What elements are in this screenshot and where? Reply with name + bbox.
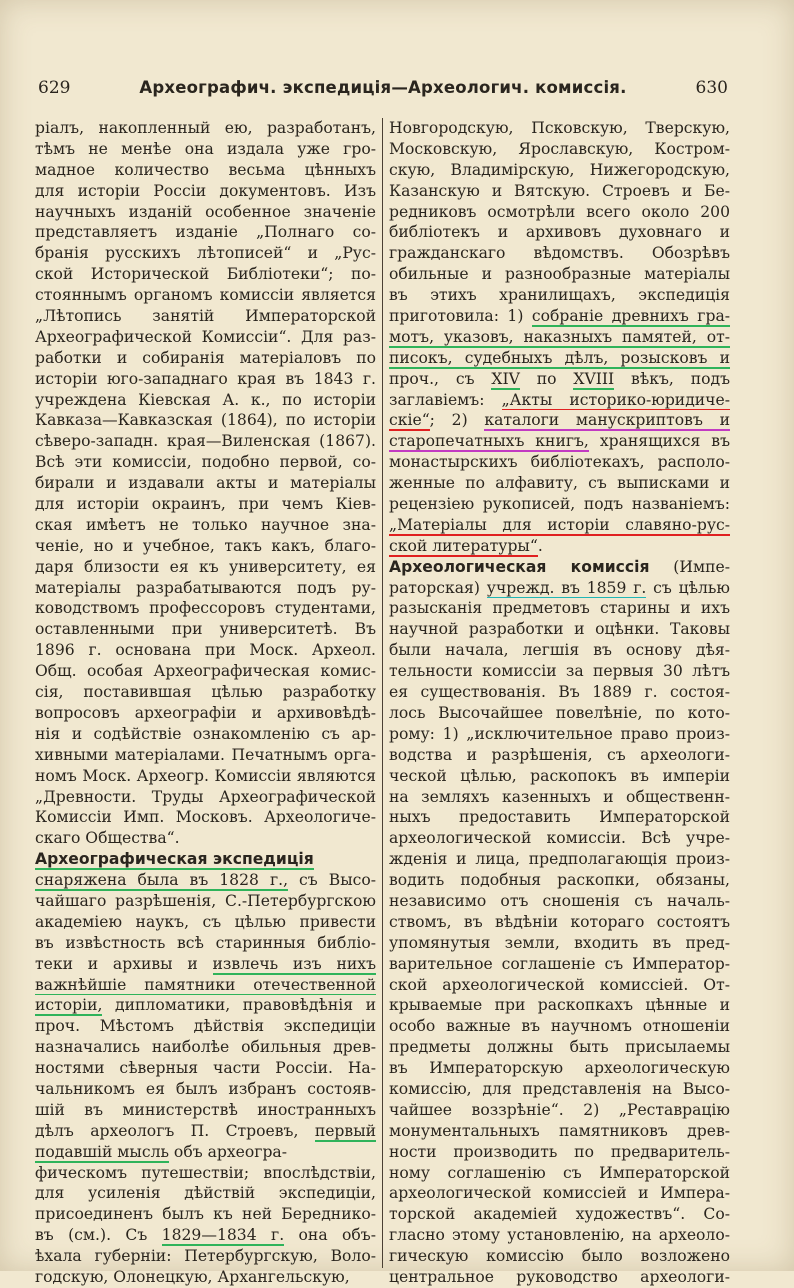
- text-line: бирали и издавали акты и матеріалы: [35, 474, 376, 493]
- text-line: проч. Мѣстомъ дѣйствія экспедиціи: [35, 1017, 376, 1036]
- text-line: Археографической Комиссіи“. Для раз-: [35, 327, 376, 346]
- running-title: Археографич. экспедиція—Археологич. комиссія.: [139, 78, 627, 97]
- text-line: въ (см.). Съ 1829—1834 г. она объ-: [35, 1226, 376, 1245]
- text-line: раторская) учрежд. въ 1859 г. съ цѣлью: [389, 578, 730, 597]
- text-line: особо важные въ научномъ отношеніи: [389, 1017, 730, 1036]
- text-line: Казанскую и Вятскую. Строевъ и Бе-: [389, 181, 730, 200]
- text-line: мадное количество весьма цѣнныхъ: [35, 160, 376, 179]
- text-line: центральное руководство археологи-: [389, 1267, 730, 1286]
- text-line: матеріалы разрабатываются подъ ру-: [35, 578, 376, 597]
- text-line: были начала, легшія въ основу дѣя-: [389, 641, 730, 660]
- text-line: для исторіи окраинъ, при чемъ Кіев-: [35, 495, 376, 514]
- text-line: монастырскихъ библіотекахъ, располо-: [389, 453, 730, 472]
- text-line: важнѣйшіе памятники отечественной: [35, 975, 376, 994]
- text-line: ея существованія. Въ 1889 г. состоя-: [389, 683, 730, 702]
- text-line: обильные и разнообразные матеріалы: [389, 265, 730, 284]
- text-line: лось Высочайшее повелѣніе, по кото-: [389, 703, 730, 722]
- text-line: писокъ, судебныхъ дѣлъ, розысковъ и: [389, 348, 730, 367]
- text-line: ской литературы“.: [389, 536, 543, 555]
- text-line: редниковъ осмотрѣли всего около 200: [389, 202, 730, 221]
- text-line: ному соглашенію съ Императорской: [389, 1163, 730, 1182]
- text-line: скаго Общества“.: [35, 829, 180, 848]
- text-line: ской археологической комиссіей. От-: [389, 975, 730, 994]
- text-line: рому: 1) „исключительное право произ-: [389, 724, 730, 743]
- text-line: научной разработки и оцѣнки. Таковы: [389, 620, 730, 639]
- text-line: Общ. особая Археографическая комис-: [35, 662, 376, 681]
- text-line: шій въ министерствѣ иностранныхъ: [35, 1100, 376, 1119]
- text-line: мотъ, указовъ, наказныхъ памятей, от-: [389, 327, 730, 346]
- text-line: ческой цѣлью, раскопокъ въ имперіи: [389, 766, 730, 785]
- text-line: Археографическая экспедиція: [35, 850, 314, 869]
- text-line: сія, поставившая цѣлью разработку: [35, 683, 376, 702]
- text-line: фическомъ путешествіи; впослѣдствіи,: [35, 1163, 376, 1182]
- text-line: старопечатныхъ книгъ, хранящихся въ: [389, 432, 730, 451]
- text-line: сѣверо-западн. края—Виленская (1867).: [35, 432, 376, 451]
- column-divider: [382, 118, 383, 1268]
- text-line: Всѣ эти комиссіи, подобно первой, со-: [35, 453, 376, 472]
- text-line: снаряжена была въ 1828 г., съ Высо-: [35, 871, 376, 890]
- text-line: въ извѣстность всѣ старинныя библіо-: [35, 933, 376, 952]
- text-line: жденія и лица, предполагающія произ-: [389, 850, 730, 869]
- text-line: комиссію, для представленія на Высо-: [389, 1079, 730, 1098]
- text-line: гражданскаго вѣдомствъ. Обозрѣвъ: [389, 244, 730, 263]
- text-line: подавшій мысль объ археогра-: [35, 1142, 287, 1161]
- text-line: гласно этому установленію, на археоло-: [389, 1226, 730, 1245]
- text-line: предметы должны быть присылаемы: [389, 1038, 730, 1057]
- text-line: академіею наукъ, съ цѣлью привести: [35, 912, 376, 931]
- text-line: скіе“; 2) каталоги манускриптовъ и: [389, 411, 730, 430]
- text-line: разысканія предметовъ старины и ихъ: [389, 599, 730, 618]
- text-line: ководствомъ профессоровъ студентами,: [35, 599, 376, 618]
- text-line: библіотекъ и архивовъ духовнаго и: [389, 223, 730, 242]
- text-line: ности производить по предваритель-: [389, 1142, 730, 1161]
- text-line: представляетъ изданіе „Полнаго со-: [35, 223, 376, 242]
- text-line: гическую комиссію было возложено: [389, 1247, 730, 1266]
- text-line: исторіи, дипломатики, правовѣдѣнія и: [35, 996, 376, 1015]
- text-line: исторіи юго-западнаго края въ 1843 г.: [35, 369, 376, 388]
- text-line: монументальныхъ памятниковъ древ-: [389, 1121, 730, 1140]
- text-line: бранія русскихъ лѣтописей“ и „Рус-: [35, 244, 376, 263]
- text-line: вопросовъ археографіи и архивовѣдѣ-: [35, 703, 376, 722]
- text-line: ріалъ, накопленный ею, разработанъ,: [35, 119, 376, 137]
- text-line: ныхъ предоставить Императорской: [389, 808, 730, 827]
- text-line: ѣхала губерніи: Петербургскую, Воло-: [35, 1247, 376, 1266]
- text-line: археологической комиссіи. Всѣ учре-: [389, 829, 730, 848]
- text-line: для исторіи Россіи документовъ. Изъ: [35, 181, 376, 200]
- text-line: ностями сѣверныя части Россіи. На-: [35, 1059, 376, 1078]
- page-header: [38, 78, 728, 100]
- text-line: независимо отъ сношенія съ началь-: [389, 891, 730, 910]
- text-line: ской Исторической Библіотеки“; по-: [35, 265, 376, 284]
- text-line: торской академіей художествъ“. Со-: [389, 1205, 730, 1224]
- text-line: Археологическая комиссія (Импе-: [389, 557, 730, 576]
- text-line: номъ Моск. Археогр. Комиссіи являются: [35, 766, 376, 785]
- text-line: рецензіею рукописей, подъ названіемъ:: [389, 495, 730, 514]
- text-line: ченіе, но и учебное, такъ какъ, благо-: [35, 536, 376, 555]
- text-line: чайшее воззрѣніе“. 2) „Реставрацію: [389, 1100, 730, 1119]
- text-line: для усиленія дѣйствій экспедиціи,: [35, 1184, 376, 1203]
- text-line: водить подобныя раскопки, обязаны,: [389, 871, 730, 890]
- text-line: въ этихъ хранилищахъ, экспедиція: [389, 286, 730, 305]
- text-line: приготовила: 1) собраніе древнихъ гра-: [389, 307, 730, 326]
- text-line: „Древности. Труды Археографической: [35, 787, 376, 806]
- text-line: учреждена Кіевская А. к., по исторіи: [35, 390, 376, 409]
- page-number-left: 629: [38, 78, 71, 98]
- text-line: дѣлъ археологъ П. Строевъ, первый: [35, 1121, 376, 1140]
- text-line: чайшаго разрѣшенія, С.-Петербургскою: [35, 891, 376, 910]
- text-line: ствомъ, въ вѣдѣніи котораго состоятъ: [389, 912, 730, 931]
- text-line: заглавіемъ: „Акты историко-юридиче-: [389, 390, 730, 409]
- text-line: хивными матеріалами. Печатнымъ орга-: [35, 745, 376, 764]
- text-line: „Матеріалы для исторіи славяно-рус-: [389, 515, 730, 534]
- text-line: ская имѣетъ не только научное зна-: [35, 515, 376, 534]
- page-number-right: 630: [695, 78, 728, 98]
- text-line: археологической комиссіей и Импера-: [389, 1184, 730, 1203]
- text-line: работки и собиранія матеріаловъ по: [35, 348, 376, 367]
- text-line: 1896 г. основана при Моск. Археол.: [35, 641, 376, 660]
- right-column: [389, 118, 730, 1288]
- text-line: въ Императорскую археологическую: [389, 1059, 730, 1078]
- text-line: стояннымъ органомъ комиссіи является: [35, 286, 376, 305]
- text-line: скую, Владимірскую, Нижегородскую,: [389, 160, 730, 179]
- text-line: годскую, Олонецкую, Архангельскую,: [35, 1267, 350, 1286]
- text-line: на земляхъ казенныхъ и общественн-: [389, 787, 730, 806]
- text-line: „Лѣтопись занятій Императорской: [35, 307, 376, 326]
- text-line: упомянутыя земли, входить въ пред-: [389, 933, 730, 952]
- text-line: Новгородскую, Псковскую, Тверскую,: [389, 119, 730, 137]
- text-line: научныхъ изданій особенное значеніе: [35, 202, 376, 221]
- text-line: Комиссіи Имп. Московъ. Археологиче-: [35, 808, 376, 827]
- text-line: крываемые при раскопкахъ цѣнные и: [389, 996, 730, 1015]
- text-line: Московскую, Ярославскую, Костром-: [389, 139, 730, 158]
- text-line: теки и архивы и извлечь изъ нихъ: [35, 954, 376, 973]
- text-line: Кавказа—Кавказская (1864), по исторіи: [35, 411, 376, 430]
- text-line: тѣмъ не менѣе она издала уже гро-: [35, 139, 376, 158]
- text-line: нія и содѣйствіе ознакомленію съ ар-: [35, 724, 376, 743]
- text-line: женные по алфавиту, съ выписками и: [389, 474, 730, 493]
- text-line: чальникомъ ея былъ избранъ состояв-: [35, 1079, 376, 1098]
- text-line: проч., съ XIV по XVIII вѣкъ, подъ: [389, 369, 730, 388]
- left-column: [35, 118, 376, 1288]
- text-line: оставленными при университетѣ. Въ: [35, 620, 376, 639]
- text-line: даря близости ея къ университету, ея: [35, 557, 376, 576]
- text-line: тельности комиссіи за первыя 30 лѣтъ: [389, 662, 730, 681]
- text-line: варительное соглашеніе съ Император-: [389, 954, 730, 973]
- text-line: водства и разрѣшенія, съ археологи-: [389, 745, 730, 764]
- text-line: назначались наиболѣе обильныя древ-: [35, 1038, 376, 1057]
- text-line: присоединенъ былъ къ ней Береднико-: [35, 1205, 376, 1224]
